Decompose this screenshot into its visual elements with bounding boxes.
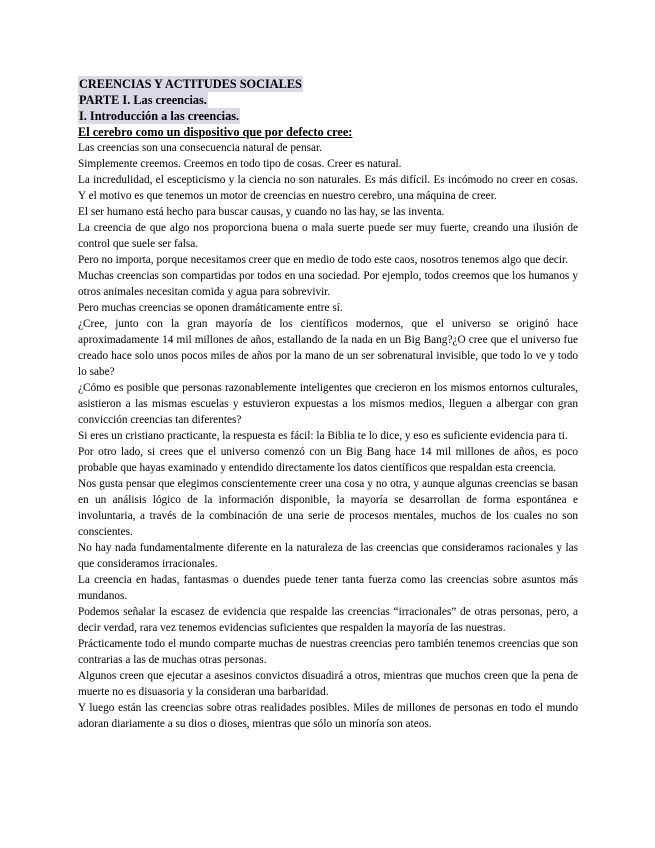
section-heading: I. Introducción a las creencias. <box>79 109 240 123</box>
paragraph: Pero muchas creencias se oponen dramáticamente entre sí. <box>78 302 343 314</box>
paragraph: Y luego están las creencias sobre otras realidades posibles. Miles de millones de personas en todo el mundo adoran diariamente a su dios o dioses, mientras que sólo un minoría son ateos. <box>78 702 578 730</box>
paragraph: La creencia en hadas, fantasmas o duendes puede tener tanta fuerza como las creencias sobre asuntos más mundanos. <box>78 574 578 602</box>
paragraph: Por otro lado, si crees que el universo comenzó con un Big Bang hace 14 mil millones de años, es poco probable que hayas examinado y entendido directamente los datos científicos que respaldan esta creencia. <box>78 446 578 474</box>
part-line <box>78 92 578 108</box>
section-line <box>78 108 578 124</box>
paragraph: Pero no importa, porque necesitamos creer que en medio de todo este caos, nosotros tenemos algo que decir. <box>78 254 569 266</box>
paragraph: ¿Cree, junto con la gran mayoría de los científicos modernos, que el universo se originó hace aproximadamente 14 mil millones de años, estallando de la nada en un Big Bang?¿O cree que el universo fue creado hace solo unos pocos miles de años por la mano de un ser sobrenatural invisible, que todo lo ve y todo lo sabe? <box>78 318 578 378</box>
paragraph: Muchas creencias son compartidas por todos en una sociedad. Por ejemplo, todos creemos que los humanos y otros animales necesitan comida y agua para sobrevivir. <box>78 270 578 298</box>
subheading: El cerebro como un dispositivo que por defecto cree: <box>78 125 353 139</box>
document-title: CREENCIAS Y ACTITUDES SOCIALES <box>79 77 302 91</box>
paragraph: Algunos creen que ejecutar a asesinos convictos disuadirá a otros, mientras que muchos creen que la pena de muerte no es disuasoria y la consideran una barbaridad. <box>78 670 578 698</box>
paragraph: Podemos señalar la escasez de evidencia que respalde las creencias “irracionales” de otras personas, pero, a decir verdad, rara vez tenemos evidencias suficientes que respalden la mayoría de las nuestras. <box>78 606 578 634</box>
document-page <box>78 76 578 732</box>
paragraph: Simplemente creemos. Creemos en todo tipo de cosas. Creer es natural. <box>78 158 402 170</box>
paragraph: Nos gusta pensar que elegimos conscientemente creer una cosa y no otra, y aunque algunas creencias se basan en un análisis lógico de la información disponible, la mayoría se desarrollan de forma espontánea e involuntaria, a través de la combinación de una serie de procesos mentales, muchos de los cuales no son conscientes. <box>78 478 578 538</box>
part-heading: PARTE I. Las creencias. <box>79 93 207 107</box>
title-line <box>78 76 578 92</box>
paragraph: No hay nada fundamentalmente diferente en la naturaleza de las creencias que consideramos racionales y las que consideramos irracionales. <box>78 542 578 570</box>
paragraph: Si eres un cristiano practicante, la respuesta es fácil: la Biblia te lo dice, y eso es suficiente evidencia para ti. <box>78 430 568 442</box>
paragraph: La incredulidad, el escepticismo y la ciencia no son naturales. Es más difícil. Es incómodo no creer en cosas. Y el motivo es que tenemos un motor de creencias en nuestro cerebro, una máquina de creer. <box>78 174 578 202</box>
paragraph: El ser humano está hecho para buscar causas, y cuando no las hay, se las inventa. <box>78 206 445 218</box>
paragraph: ¿Cómo es posible que personas razonablemente inteligentes que crecieron en los mismos entornos culturales, asistieron a las mismas escuelas y estuvieron expuestas a los mismos medios, lleguen a albergar con gran convicción creencias tan diferentes? <box>78 382 578 426</box>
paragraph: Prácticamente todo el mundo comparte muchas de nuestras creencias pero también tenemos creencias que son contrarias a las de muchas otras personas. <box>78 638 578 666</box>
paragraph: La creencia de que algo nos proporciona buena o mala suerte puede ser muy fuerte, creando una ilusión de control que suele ser falsa. <box>78 222 578 250</box>
paragraph: Las creencias son una consecuencia natural de pensar. <box>78 142 323 154</box>
